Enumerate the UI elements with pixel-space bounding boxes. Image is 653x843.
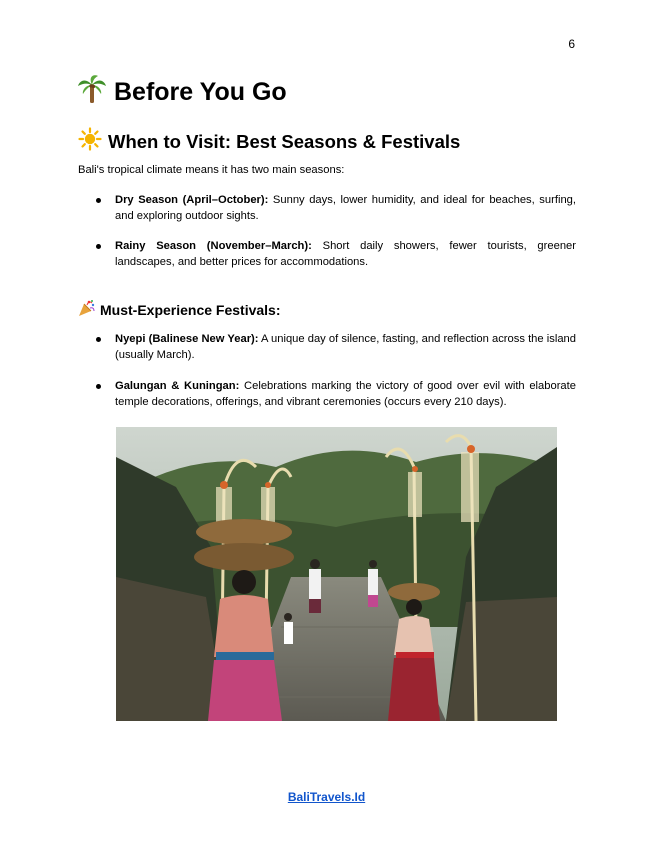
season-term: Rainy Season (November–March): [115,240,312,252]
page-heading [78,74,287,111]
page-number: 6 [568,37,575,51]
festival-photo [116,427,557,721]
list-item [115,379,576,410]
list-item [115,332,576,363]
page-title: Before You Go [114,78,287,106]
season-text: Sunny days, lower humidity, and ideal for beaches, surfing, and exploring outdoor sights. [115,194,576,222]
festival-text: Celebrations marking the victory of good over evil with elaborate temple decorations, offerings, and vibrant ceremonies (occurs every 210 days). [115,380,576,408]
party-popper-icon [78,299,96,320]
section-title: When to Visit: Best Seasons & Festivals [108,130,461,152]
festival-term: Galungan & Kuningan: [115,380,240,392]
festivals-title: Must-Experience Festivals: [100,301,281,318]
sun-icon [78,127,102,156]
festivals-heading [78,299,281,320]
festival-text: A unique day of silence, fasting, and reflection across the island (usually March). [115,333,576,361]
section-heading [78,127,460,156]
footer-link[interactable]: BaliTravels.Id [287,790,366,804]
list-item [115,239,576,270]
intro-text: Bali's tropical climate means it has two main seasons: [78,164,345,176]
list-item [115,193,576,224]
season-text: Short daily showers, fewer tourists, greener landscapes, and better prices for accommodations. [115,240,576,268]
season-term: Dry Season (April–October): [115,194,269,206]
palm-tree-icon [78,74,106,111]
festival-term: Nyepi (Balinese New Year): [115,333,259,345]
